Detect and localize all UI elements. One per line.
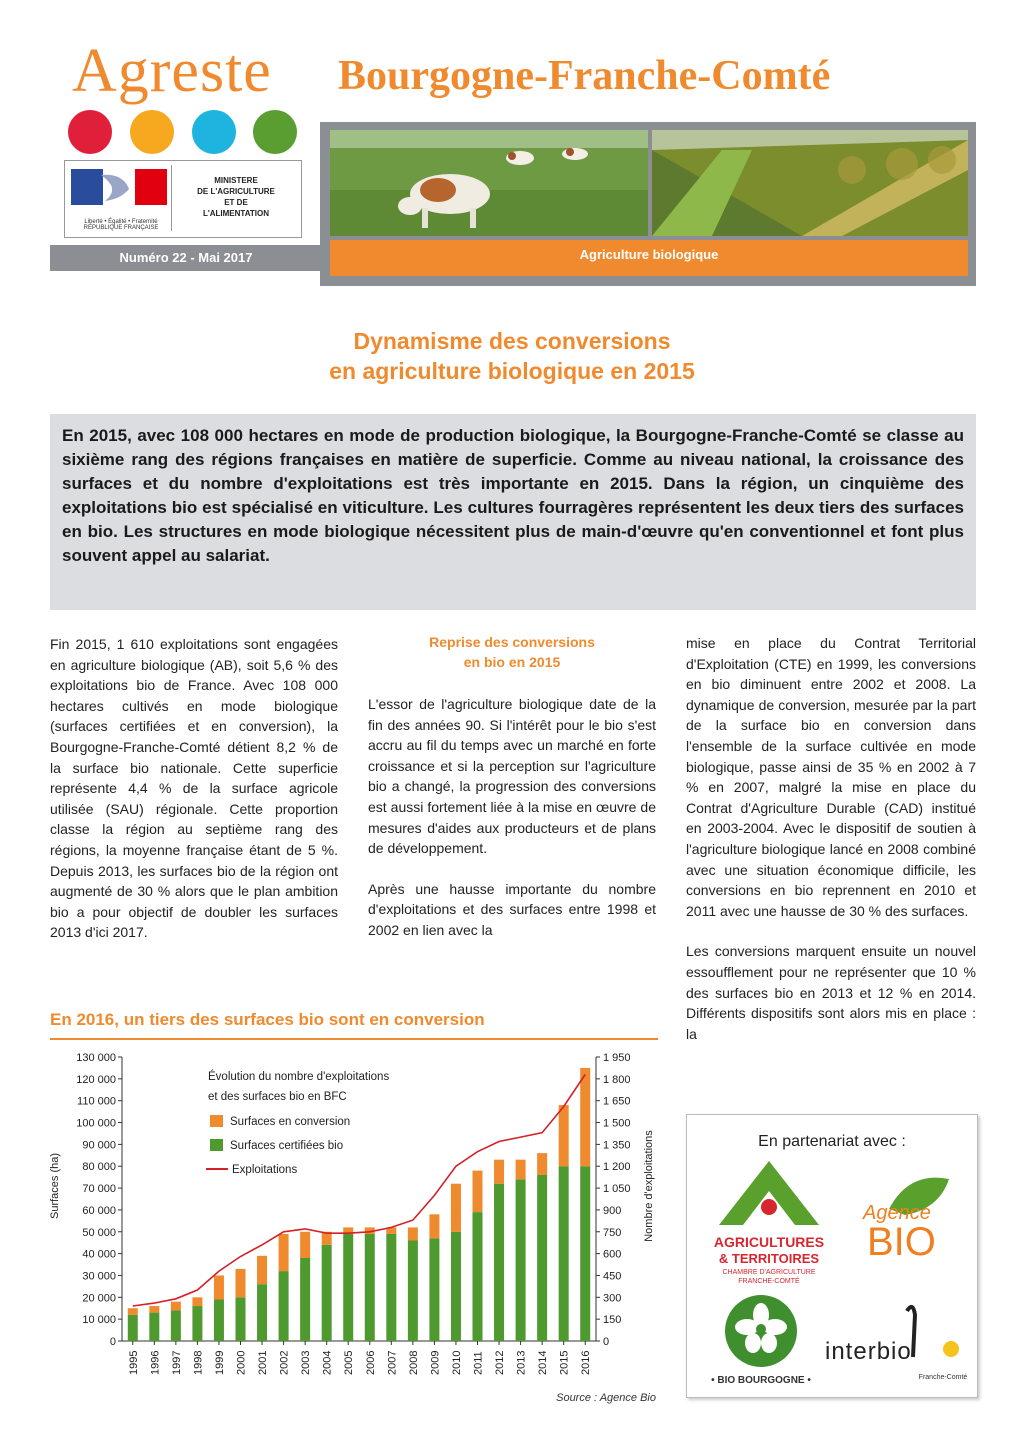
bar-certified [365, 1234, 375, 1341]
section-heading [368, 632, 656, 672]
bar-conversion [516, 1160, 526, 1180]
y-tick-label: 20 000 [82, 1292, 116, 1305]
x-tick-label: 2005 [343, 1350, 356, 1375]
bar-conversion [149, 1306, 159, 1313]
x-tick-label: 2001 [257, 1350, 270, 1375]
y2-tick-label: 150 [603, 1314, 622, 1327]
y-tick-label: 50 000 [82, 1226, 116, 1239]
brand-dot-red [68, 110, 112, 154]
y-tick-label: 30 000 [82, 1270, 116, 1283]
bar-certified [322, 1245, 332, 1341]
legend-swatch-conversion [210, 1115, 223, 1127]
agence-bio-logo [849, 1169, 969, 1265]
bar-conversion [451, 1184, 461, 1232]
ministry-name [175, 175, 297, 219]
x-tick-label: 2011 [472, 1351, 485, 1375]
brand-dot-green [253, 110, 297, 154]
logo-agri-line: & TERRITOIRES [718, 1251, 820, 1266]
partners-heading: En partenariat avec : [758, 1133, 906, 1150]
bar-certified [580, 1166, 590, 1341]
bar-certified [386, 1234, 396, 1341]
y2-axis-label: Nombre d'exploitations [643, 1130, 655, 1242]
bar-certified [128, 1315, 138, 1341]
interbio-logo [823, 1301, 969, 1389]
logo-agence-word: Agence [863, 1202, 931, 1224]
logo-divider [171, 165, 172, 231]
marianne-logo-icon [71, 169, 167, 217]
y-tick-label: 70 000 [82, 1183, 116, 1196]
bar-certified [214, 1299, 224, 1341]
x-tick-label: 2003 [300, 1350, 313, 1375]
bar-certified [408, 1241, 418, 1341]
bar-certified [300, 1258, 310, 1341]
republic-name: RÉPUBLIQUE FRANÇAISE [83, 225, 159, 231]
ministry-line: MINISTERE [214, 176, 258, 185]
column-1 [50, 634, 338, 943]
region-title: Bourgogne-Franche-Comté [338, 53, 831, 99]
x-tick-label: 1997 [170, 1350, 183, 1375]
bar-conversion [279, 1234, 289, 1271]
bar-conversion [559, 1105, 569, 1166]
x-tick-label: 2013 [515, 1350, 528, 1375]
ministry-line: L'ALIMENTATION [202, 209, 270, 218]
agreste-brand: Agreste [72, 37, 272, 105]
bar-certified [343, 1234, 353, 1341]
x-tick-label: 1996 [149, 1350, 162, 1375]
bar-certified [516, 1179, 526, 1341]
x-tick-label: 2016 [580, 1350, 593, 1375]
x-tick-label: 2008 [407, 1350, 420, 1375]
y-tick-label: 130 000 [76, 1052, 116, 1064]
brand-dot-blue [192, 110, 236, 154]
bar-conversion [128, 1308, 138, 1315]
bar-conversion [408, 1227, 418, 1240]
bar-conversion [580, 1068, 590, 1166]
x-tick-label: 2006 [364, 1350, 377, 1375]
y-tick-label: 40 000 [82, 1248, 116, 1261]
y-tick-label: 100 000 [76, 1117, 116, 1130]
bar-conversion [537, 1153, 547, 1175]
paragraph: Les conversions marquent ensuite un nouvel essoufflement pour ne représenter que 10 % des surfaces bio en 2013 et 12 % en 2014. Différents dispositifs sont alors mis en place : la [686, 943, 976, 1042]
chambre-agriculture-logo [699, 1155, 839, 1285]
y2-tick-label: 450 [603, 1270, 622, 1283]
column-3 [686, 633, 976, 1044]
x-tick-label: 2002 [278, 1350, 291, 1375]
y2-tick-label: 900 [603, 1204, 622, 1217]
y-tick-label: 90 000 [82, 1139, 116, 1152]
y2-tick-label: 1 800 [603, 1073, 631, 1086]
bar-certified [537, 1175, 547, 1341]
brand-dot-yellow [130, 110, 174, 154]
legend-swatch-certified [210, 1139, 223, 1151]
logo-interbio-text: interbio [825, 1338, 912, 1365]
bar-certified [279, 1271, 289, 1341]
ministry-line: ET DE [224, 198, 248, 207]
bar-conversion [171, 1302, 181, 1311]
x-tick-label: 2012 [494, 1350, 507, 1375]
y2-tick-label: 1 050 [603, 1183, 631, 1196]
issue-number-bar: Numéro 22 - Mai 2017 [50, 245, 322, 271]
y2-tick-label: 1 650 [603, 1095, 631, 1108]
logo-agri-line: FRANCHE-COMTÉ [738, 1278, 800, 1285]
republic-motto: Liberté • Égalité • Fraternité [84, 219, 158, 225]
cows-pasture-photo [330, 130, 648, 236]
bar-conversion [300, 1232, 310, 1258]
y2-tick-label: 1 200 [603, 1161, 631, 1174]
legend-label: Surfaces en conversion [230, 1116, 351, 1128]
y-tick-label: 110 000 [77, 1095, 116, 1108]
bio-surfaces-chart [40, 1044, 664, 1390]
x-tick-label: 1999 [213, 1350, 226, 1375]
bar-certified [236, 1297, 246, 1341]
y-tick-label: 0 [109, 1336, 116, 1348]
bar-certified [494, 1184, 504, 1341]
logo-bio-bourgogne-text: • BIO BOURGOGNE • [711, 1375, 811, 1386]
x-tick-label: 2007 [386, 1350, 399, 1375]
heading-line: Reprise des conversions [429, 634, 595, 650]
x-tick-label: 1995 [127, 1350, 140, 1375]
x-tick-label: 1998 [192, 1350, 205, 1375]
summary-box: En 2015, avec 108 000 hectares en mode de production biologique, la Bourgogne-Franche-Comté se classe au sixième rang des régions françaises en matière de superficie. Comme au niveau national, la croissance des surfaces et du nombre d'exploitations est très importante en 2015. Dans la région, un cinquième des exploitations bio est spécialisé en viticulture. Les cultures fourragères représentent les deux tiers des surfaces en bio. Les structures en mode biologique nécessitent plus de main-d'œuvre qu'en conventionnel et font plus souvent appel au salariat. [50, 414, 976, 610]
logo-agence-bio: BIO [867, 1220, 936, 1264]
paragraph: L'essor de l'agriculture biologique date de la fin des années 90. Si l'intérêt pour le bio s'est accru au fil du temps avec un marché en forte croissance et si la perception sur l'agriculture bio a changé, la progression des conversions est aussi fortement liée à la mise en œuvre de mesures d'aides aux producteurs et de plans de développement. [368, 696, 656, 857]
y2-tick-label: 1 950 [603, 1052, 631, 1064]
vineyard-photo [652, 130, 968, 236]
bar-certified [171, 1310, 181, 1341]
chart-heading-rule [50, 1038, 658, 1040]
legend-label: Surfaces certifiées bio [230, 1140, 344, 1152]
y-tick-label: 10 000 [82, 1314, 116, 1327]
y2-tick-label: 0 [603, 1336, 610, 1348]
bar-certified [559, 1166, 569, 1341]
title-line: en agriculture biologique en 2015 [329, 358, 695, 384]
heading-line: en bio en 2015 [463, 654, 561, 670]
x-tick-label: 2015 [558, 1350, 571, 1375]
chart-source: Source : Agence Bio [556, 1392, 656, 1404]
bar-certified [429, 1238, 439, 1341]
y-axis-label: Surfaces (ha) [49, 1152, 61, 1220]
legend-label: Exploitations [232, 1164, 298, 1176]
y2-tick-label: 600 [603, 1248, 622, 1261]
x-tick-label: 2009 [429, 1350, 442, 1375]
y2-tick-label: 1 350 [603, 1139, 631, 1152]
partners-box [686, 1114, 978, 1398]
bar-certified [257, 1284, 267, 1341]
y2-tick-label: 1 500 [603, 1117, 631, 1130]
y2-tick-label: 750 [603, 1226, 622, 1239]
legend-title: Évolution du nombre d'exploitations [208, 1071, 390, 1083]
logo-agri-line: AGRICULTURES [713, 1234, 825, 1250]
bar-conversion [236, 1269, 246, 1297]
x-tick-label: 2014 [537, 1350, 550, 1375]
y-tick-label: 60 000 [82, 1204, 116, 1217]
y2-tick-label: 300 [603, 1292, 622, 1305]
bar-conversion [192, 1297, 202, 1306]
x-tick-label: 2010 [450, 1350, 463, 1375]
paragraph: Fin 2015, 1 610 exploitations sont engagées en agriculture biologique (AB), soit 5,6 % des exploitations bio de France. Avec 108 000 hectares cultivés en mode biologique (surfaces certifiées et en conversion), la Bourgogne-Franche-Comté détient 8,2 % de la surface bio nationale. Cette superficie représente 4,4 % de la surface agricole utilisée (SAU) régionale. Cette proportion classe la région au septième rang des régions, la moyenne française étant de 5 %. Depuis 2013, les surfaces bio de la région ont augmenté de 30 % alors que le plan ambition bio a pour objectif de doubler les surfaces 2013 d'ici 2017. [50, 636, 338, 941]
bio-bourgogne-logo [705, 1293, 831, 1389]
logo-interbio-sub: Franche-Comté [918, 1374, 968, 1381]
republic-text [69, 219, 173, 231]
paragraph: Après une hausse importante du nombre d'exploitations et des surfaces entre 1998 et 2002 en lien avec la [368, 880, 656, 938]
bar-conversion [257, 1256, 267, 1284]
bar-certified [473, 1212, 483, 1341]
bar-certified [192, 1306, 202, 1341]
y-tick-label: 80 000 [82, 1161, 116, 1174]
column-2 [368, 632, 656, 941]
title-line: Dynamisme des conversions [353, 328, 671, 354]
y-tick-label: 120 000 [76, 1073, 116, 1086]
bar-conversion [494, 1160, 504, 1184]
ministry-line: DE L'AGRICULTURE [197, 187, 275, 196]
chart-heading: En 2016, un tiers des surfaces bio sont en conversion [50, 1010, 485, 1029]
x-tick-label: 2000 [235, 1350, 248, 1375]
x-tick-label: 2004 [321, 1350, 334, 1375]
article-title [180, 326, 844, 386]
paragraph: mise en place du Contrat Territorial d'Exploitation (CTE) en 1999, les conversions en bio diminuent entre 2002 et 2008. La dynamique de conversion, mesurée par la part de la surface bio en conversion dans l'ensemble de la surface cultivée en mode biologique, passe ainsi de 35 % en 2002 à 7 % en 2007, malgré la mise en place du Contrat d'Agriculture Durable (CAD) institué en 2003-2004. Avec le dispositif de soutien à l'agriculture biologique lancé en 2008 combiné avec une situation économique difficile, les conversions en bio reprennent en 2010 et 2011 avec une hausse de 30 % des surfaces. [686, 635, 976, 919]
bar-conversion [429, 1214, 439, 1238]
legend-title: et des surfaces bio en BFC [208, 1091, 347, 1103]
bar-certified [451, 1232, 461, 1341]
topic-bar: Agriculture biologique [330, 240, 968, 276]
bar-certified [149, 1313, 159, 1341]
ministry-logo-box [64, 160, 302, 238]
logo-agri-line: CHAMBRE D'AGRICULTURE [722, 1269, 816, 1276]
bar-conversion [214, 1275, 224, 1299]
bar-conversion [473, 1171, 483, 1213]
